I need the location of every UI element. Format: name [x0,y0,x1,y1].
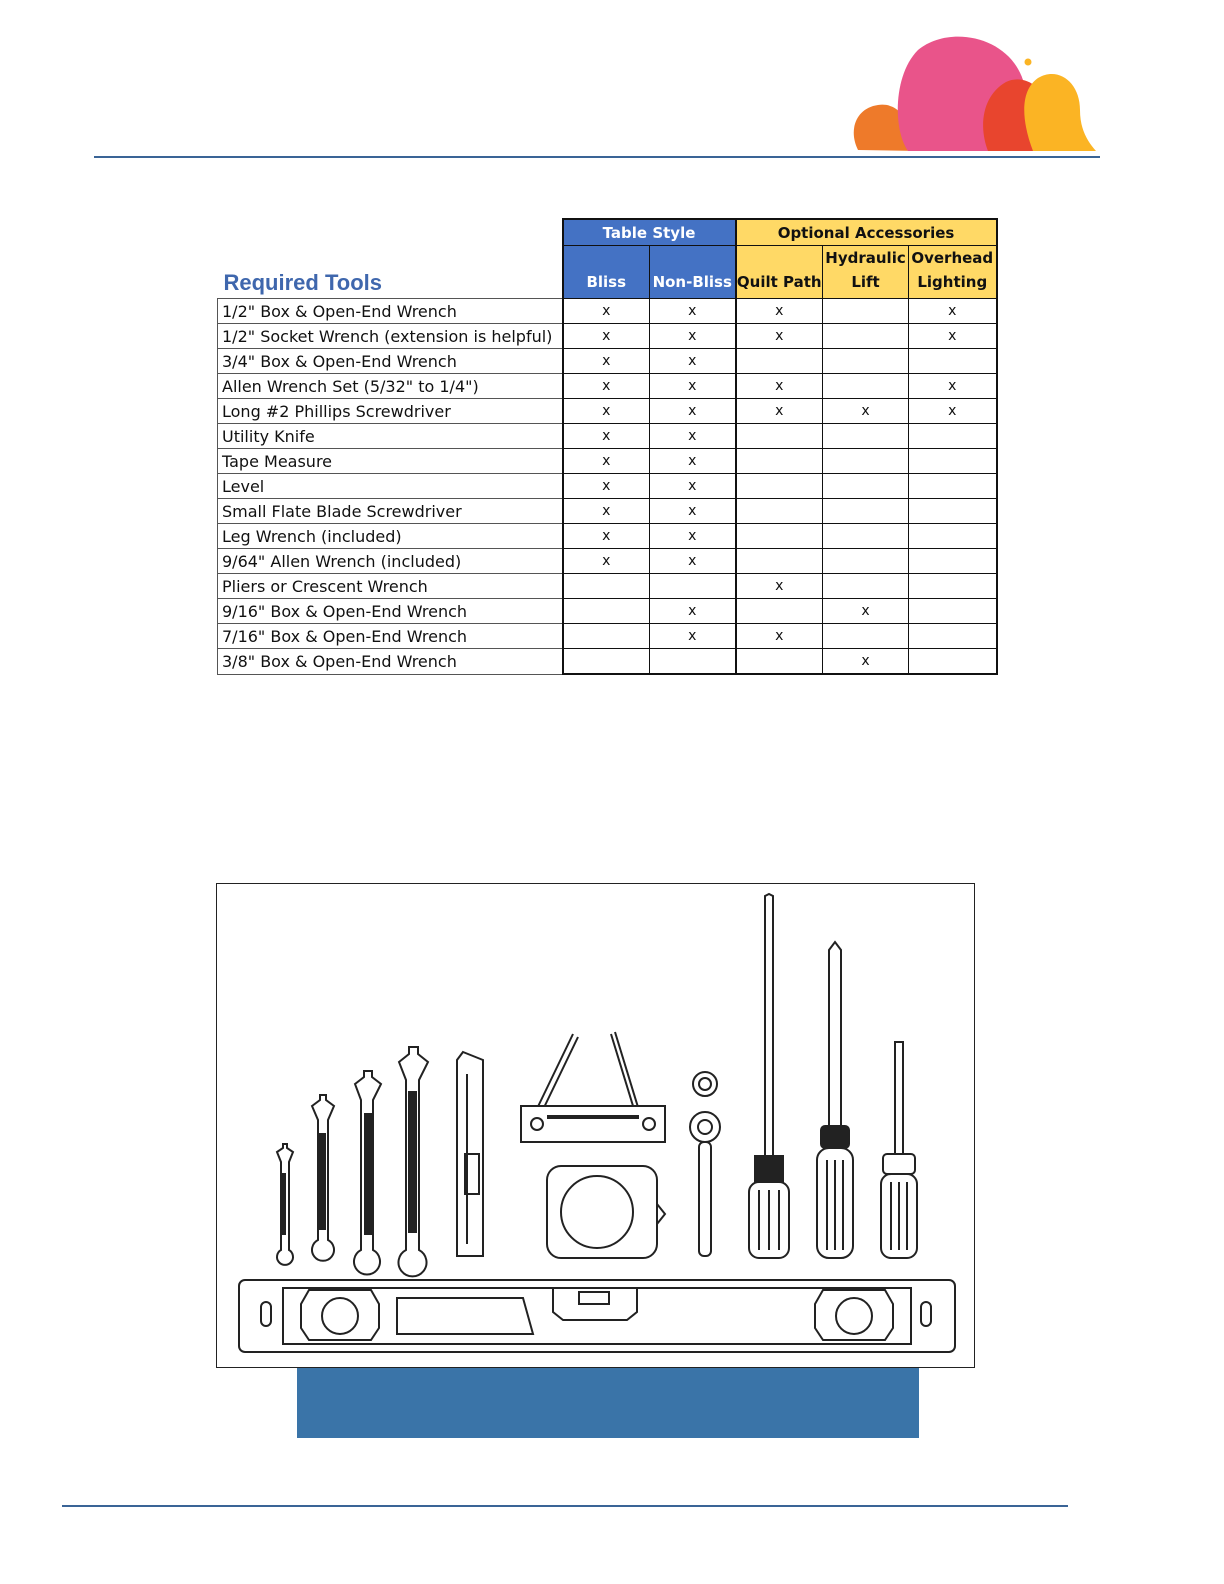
level-icon [239,1280,955,1352]
tool-name: Pliers or Crescent Wrench [218,574,563,599]
table-row [218,374,997,399]
table-row [218,474,997,499]
requirement-mark [736,474,823,499]
tape-measure-icon [547,1166,665,1258]
requirement-mark: x [909,324,997,349]
table-row [218,449,997,474]
tool-name: Long #2 Phillips Screwdriver [218,399,563,424]
requirement-mark [823,624,909,649]
requirement-mark [909,499,997,524]
requirement-mark: x [563,324,650,349]
requirement-mark: x [736,574,823,599]
requirement-mark: x [650,324,736,349]
requirement-mark [909,524,997,549]
requirement-mark [823,299,909,324]
tool-name: 3/4" Box & Open-End Wrench [218,349,563,374]
requirement-mark: x [909,399,997,424]
requirement-mark: x [563,399,650,424]
caption-bar [297,1368,919,1438]
table-row [218,599,997,624]
column-header-bliss: Bliss [563,246,650,299]
allen-wrench-set-icon [521,1032,665,1142]
requirement-mark: x [823,599,909,624]
socket-icon [693,1072,717,1096]
requirement-mark: x [909,299,997,324]
tool-name: 9/64" Allen Wrench (included) [218,549,563,574]
requirement-mark [823,424,909,449]
column-header-quilt-path: Quilt Path [736,246,823,299]
combination-wrench-small-icon [277,1144,293,1265]
requirement-mark: x [563,424,650,449]
requirement-mark [650,649,736,675]
table-row [218,299,997,324]
requirement-mark [909,649,997,675]
requirement-mark [736,599,823,624]
phillips-screwdriver-icon [817,942,853,1258]
requirement-mark: x [650,424,736,449]
requirement-mark [563,649,650,675]
requirement-mark [823,324,909,349]
requirement-mark: x [563,474,650,499]
requirement-mark [823,349,909,374]
requirement-mark: x [563,524,650,549]
group-header-optional-accessories: Optional Accessories [736,219,997,246]
requirement-mark [823,449,909,474]
requirement-mark [823,524,909,549]
requirement-mark [823,499,909,524]
tool-name: Leg Wrench (included) [218,524,563,549]
requirement-mark [650,574,736,599]
requirement-mark [736,649,823,675]
table-row [218,649,997,675]
requirement-mark: x [736,624,823,649]
requirement-mark [909,574,997,599]
column-header-overhead-lighting: Overhead Lighting [909,246,997,299]
requirement-mark [736,499,823,524]
combination-wrench-medium-icon [312,1095,334,1261]
tool-name: 1/2" Socket Wrench (extension is helpful) [218,324,563,349]
requirement-mark: x [563,374,650,399]
flat-blade-screwdriver-icon [881,1042,917,1258]
long-phillips-screwdriver-icon [749,894,789,1258]
requirement-mark: x [650,549,736,574]
requirement-mark [823,549,909,574]
requirement-mark: x [736,374,823,399]
requirement-mark: x [650,499,736,524]
requirement-mark [736,349,823,374]
requirement-mark [909,349,997,374]
requirement-mark [823,474,909,499]
requirement-mark: x [823,649,909,675]
requirement-mark: x [650,299,736,324]
requirement-mark [736,424,823,449]
requirement-mark: x [650,474,736,499]
group-header-table-style: Table Style [563,219,736,246]
logo-yellow-blob [1024,74,1096,151]
tool-name: Level [218,474,563,499]
requirement-mark [909,474,997,499]
table-row [218,624,997,649]
header-rule [94,156,1100,158]
requirement-mark: x [563,299,650,324]
socket-wrench-icon [690,1112,720,1256]
table-title: Required Tools [223,270,382,295]
table-row [218,524,997,549]
tool-name: 3/8" Box & Open-End Wrench [218,649,563,675]
requirement-mark [909,549,997,574]
requirement-mark: x [650,524,736,549]
combination-wrench-large-icon [354,1071,381,1275]
requirement-mark [909,624,997,649]
requirement-mark [823,374,909,399]
requirement-mark: x [650,374,736,399]
tool-name: 1/2" Box & Open-End Wrench [218,299,563,324]
requirement-mark: x [736,399,823,424]
table-row [218,424,997,449]
tool-name: Tape Measure [218,449,563,474]
requirement-mark [909,599,997,624]
tool-name: Allen Wrench Set (5/32" to 1/4") [218,374,563,399]
requirement-mark: x [563,449,650,474]
requirement-mark: x [650,624,736,649]
column-header-hydraulic-lift: Hydraulic Lift [823,246,909,299]
requirement-mark [736,449,823,474]
tool-name: 9/16" Box & Open-End Wrench [218,599,563,624]
requirement-mark: x [563,349,650,374]
column-header-non-bliss: Non-Bliss [650,246,736,299]
requirement-mark: x [736,299,823,324]
requirement-mark: x [736,324,823,349]
logo-dot [1025,59,1032,66]
requirement-mark: x [650,399,736,424]
required-tools-table [217,218,998,675]
requirement-mark [563,624,650,649]
requirement-mark [563,599,650,624]
table-row [218,349,997,374]
requirement-mark [563,574,650,599]
tool-name: Utility Knife [218,424,563,449]
requirement-mark: x [563,499,650,524]
table-row [218,549,997,574]
requirement-mark: x [650,349,736,374]
requirement-mark [736,549,823,574]
requirement-mark [823,574,909,599]
table-row [218,574,997,599]
requirement-mark: x [650,449,736,474]
tool-name: Small Flate Blade Screwdriver [218,499,563,524]
tools-illustration [216,883,975,1368]
table-row [218,324,997,349]
requirement-mark: x [909,374,997,399]
requirement-mark: x [823,399,909,424]
table-row [218,499,997,524]
tool-name: 7/16" Box & Open-End Wrench [218,624,563,649]
footer-rule [62,1505,1068,1507]
brand-logo [848,30,1100,156]
tool-rows [218,299,997,675]
requirement-mark [736,524,823,549]
combination-wrench-xlarge-icon [399,1047,428,1276]
requirement-mark: x [563,549,650,574]
utility-knife-icon [457,1052,483,1256]
requirement-mark: x [650,599,736,624]
table-row [218,399,997,424]
requirement-mark [909,424,997,449]
requirement-mark [909,449,997,474]
